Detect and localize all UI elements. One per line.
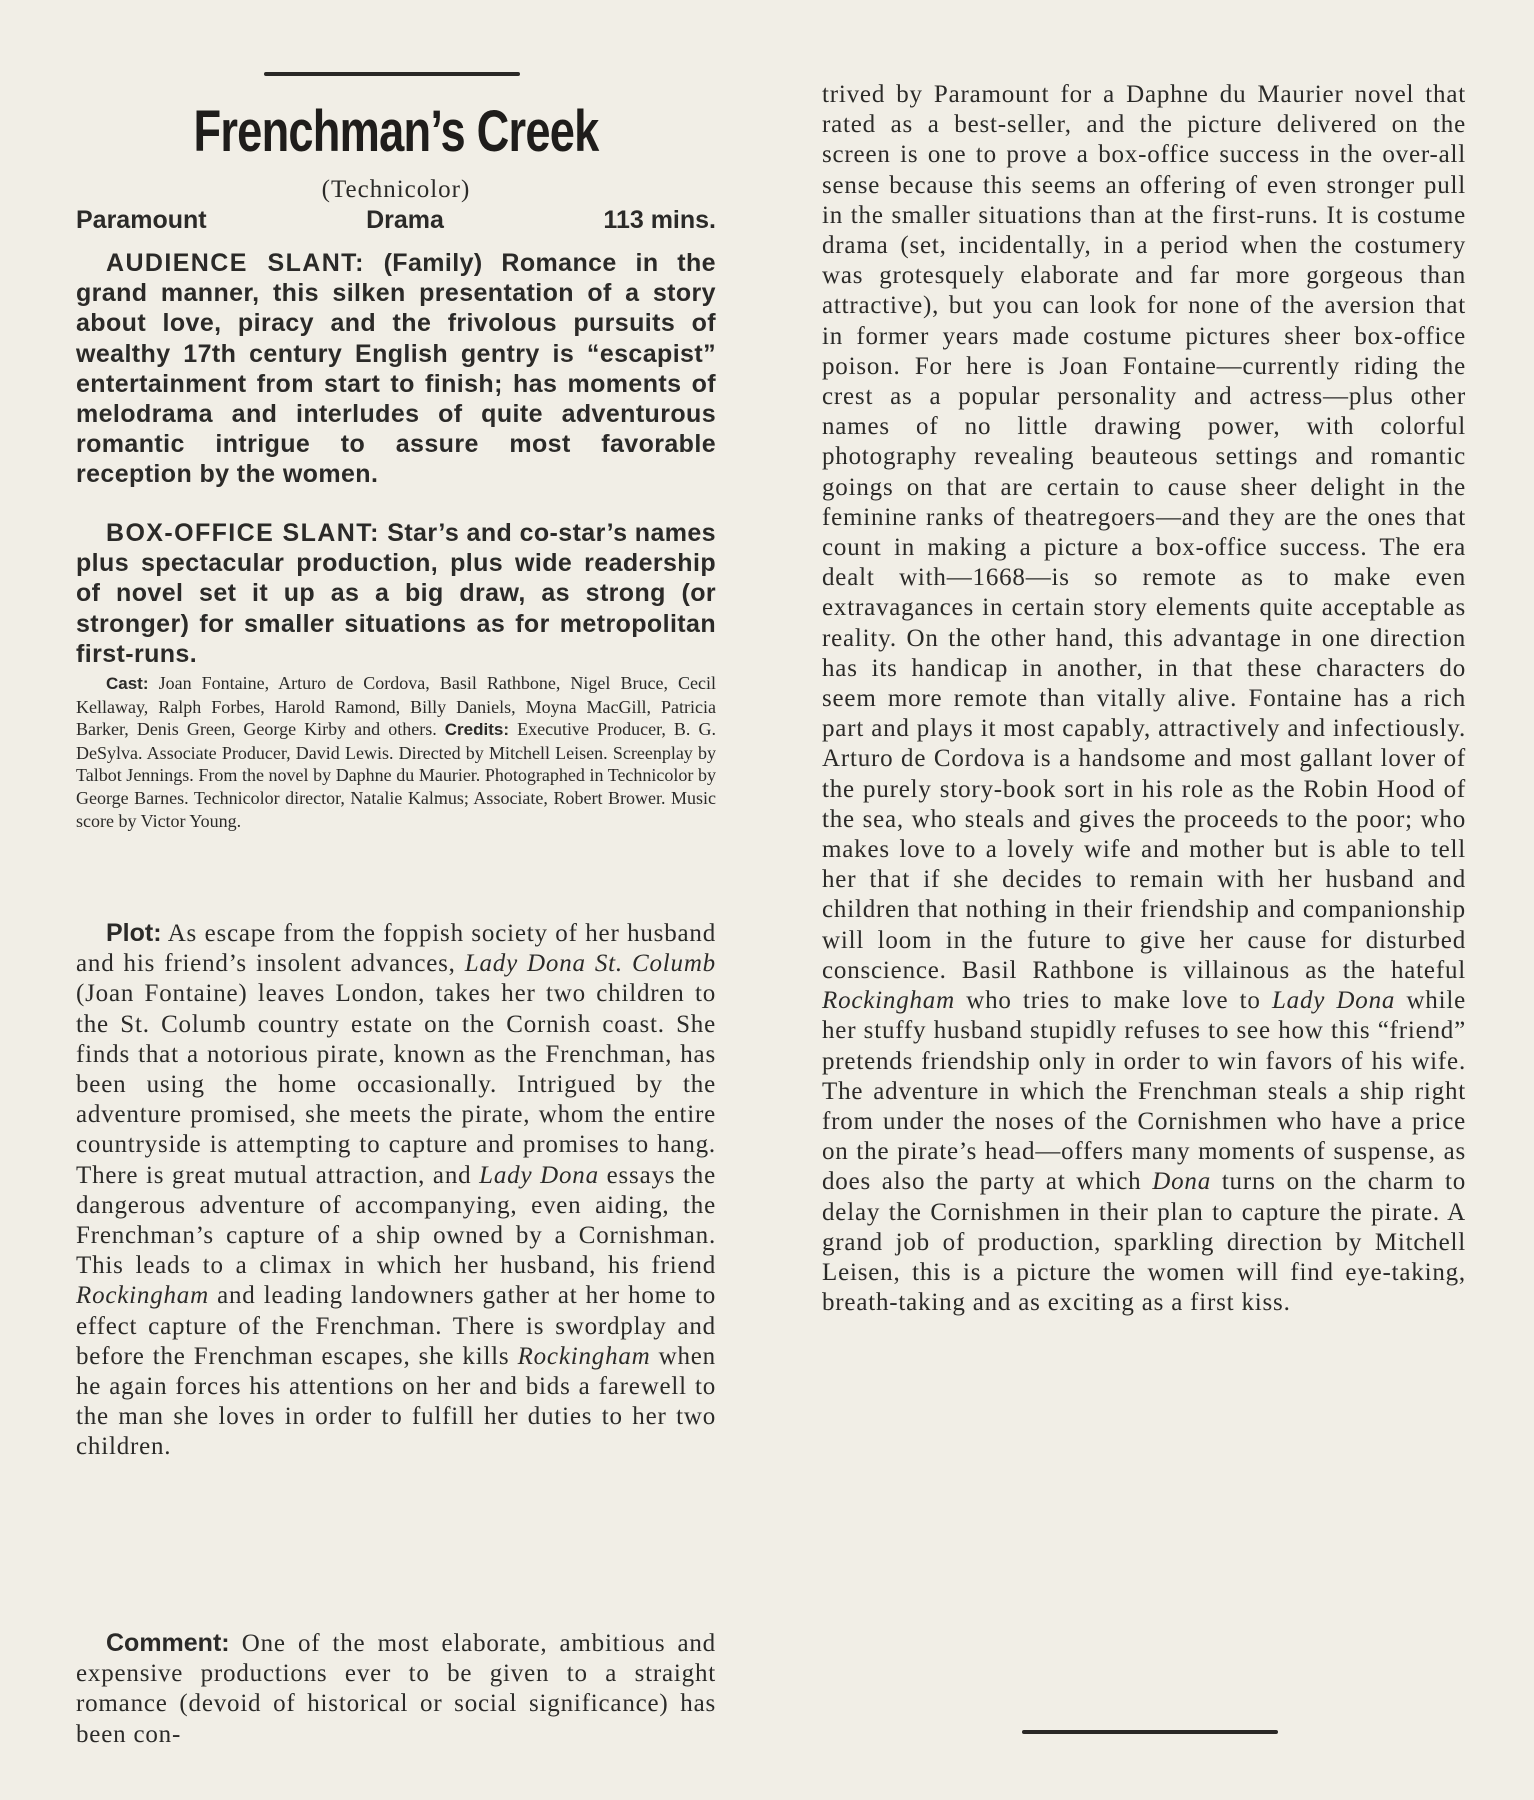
- comment-paragraph-start: [76, 1628, 716, 1750]
- comment-label: Comment:: [106, 1629, 230, 1657]
- plot-label: Plot:: [106, 919, 162, 947]
- review-title: Frenchman’s Creek: [193, 99, 599, 164]
- plot-text-2: (Joan Fontaine) leaves London, takes her two children to the St. Columb country estate on the Cornish coast. She finds that a notorious pirate, known as the Frenchman, has been using the home occasionally. Intrigued by the adventure promised, she meets the pirate, whom the entire countryside is attempting to capture and promises to hang. There is great mutual attraction, and: [76, 980, 716, 1189]
- genre-label: Drama: [366, 206, 444, 234]
- audience-slant-text: (Family) Romance in the grand manner, this silken presentation of a story about love, piracy and the frivolous pursuits of wealthy 17th century English gentry is “escapist” entertainment from start to finish; has moments of melodrama and interludes of quite adventurous romantic intrigue to assure most favorable reception by the women.: [76, 249, 716, 489]
- cast-label: Cast:: [106, 674, 149, 693]
- comment-text-3: who tries to make love to: [966, 987, 1261, 1015]
- plot-italic-name-4: Rockingham: [517, 1342, 651, 1370]
- review-subtitle: (Technicolor): [321, 176, 471, 203]
- comment-italic-name-2: Lady Dona: [1271, 987, 1396, 1015]
- comment-text-2: trived by Paramount for a Daphne du Maurier novel that rated as a best-seller, and the picture delivered on the screen is one to prove a box-office success in the over-all sense because this seems an offering of even stronger pull in the smaller situations than at the first-runs. It is costume drama (set, incidentally, in a period when the costumery was grotesquely elaborate and far more gorgeous than attractive), but you can look for none of the aversion that in former years made costume pictures sheer box-office poison. For here is Joan Fontaine—currently riding the crest as a popular personality and actress—plus other names of no little drawing power, with colorful photography revealing beauteous settings and romantic goings on that are certain to cause sheer delight in the feminine ranks of theatregoers—and they are the ones that count in making a picture a box-office success. The era dealt with—1668—is so remote as to make even extravagances in certain story elements quite acceptable as reality. On the other hand, this advantage in one direction has its handicap in another, in that these characters do seem more remote than vitally alive. Fontaine has a rich part and plays it most capably, attractively and infectiously. Arturo de Cordova is a handsome and most gallant lover of the purely story-book sort in his role as the Robin Hood of the sea, who steals and gives the proceeds to the poor; who makes love to a lovely wife and mother but is able to tell her that if she decides to remain with her husband and children that nothing in their friendship and companionship will loom in the future to give her cause for disturbed conscience. Basil Rathbone is villainous as the hateful: [822, 81, 1466, 984]
- credits-label: Credits:: [444, 720, 510, 740]
- plot-text-1: As escape from the foppish society of her husband and his friend’s insolent advances,: [76, 920, 717, 978]
- comment-text-5: turns on the charm to delay the Cornishmen in their plan to capture the pirate. A grand job of production, sparkling direction by Mitchell Leisen, this is a picture the women will find eye-taking, breath-taking and as exciting as a first kiss.: [822, 1168, 1466, 1317]
- comment-text-1: One of the most elaborate, ambitious and expensive productions ever to be given to a straight romance (devoid of historical or social significance) has been con-: [76, 1630, 716, 1748]
- box-office-slant-text: Star’s and co-star’s names plus spectacular production, plus wide readership of novel set it up as a big draw, as strong (or stronger) for smaller situations as for metropolitan first-runs.: [76, 519, 716, 668]
- plot-paragraph: [76, 918, 716, 1463]
- cast-credits-paragraph: [76, 672, 716, 832]
- plot-italic-name-3: Rockingham: [76, 1282, 209, 1310]
- runtime-label: 113 mins.: [603, 206, 716, 234]
- comment-paragraph-continued: [822, 80, 1466, 1318]
- cast-text: Joan Fontaine, Arturo de Cordova, Basil Rathbone, Nigel Bruce, Cecil Kellaway, Ralph Forbes, Harold Ramond, Billy Daniels, Moyna MacGill, Patricia Barker, Denis Green, George Kirby and others.: [76, 673, 716, 740]
- comment-italic-name-1: Rockingham: [822, 987, 955, 1015]
- audience-slant-label: AUDIENCE SLANT:: [106, 249, 365, 277]
- bottom-decorative-rule: [1022, 1730, 1278, 1734]
- plot-text-3: essays the dangerous adventure of accompanying, even aiding, the Frenchman’s capture of a ship owned by a Cornishman. This leads to a climax in which her husband, his friend: [76, 1161, 716, 1280]
- comment-italic-name-3: Dona: [1152, 1168, 1212, 1196]
- plot-italic-name-2: Lady Dona: [479, 1161, 599, 1189]
- box-office-slant-label: BOX-OFFICE SLANT:: [106, 519, 380, 547]
- audience-slant-paragraph: [76, 248, 716, 490]
- plot-italic-name-1: Lady Dona St. Columb: [464, 950, 716, 978]
- box-office-slant-paragraph: [76, 518, 716, 669]
- comment-text-4: while her stuffy husband stupidly refuses to see how this “friend” pretends friendship only in order to win favors of his wife. The adventure in which the Frenchman steals a ship right from under the noses of the Cornishmen who have a price on the pirate’s head—offers many moments of suspense, as does also the party at which: [822, 987, 1466, 1196]
- credits-text: Executive Producer, B. G. DeSylva. Associate Producer, David Lewis. Directed by Mitchell Leisen. Screenplay by Talbot Jennings. From the novel by Daphne du Maurier. Photographed in Technicolor by George Barnes. Technicolor director, Natalie Kalmus; Associate, Robert Brower. Music score by Victor Young.: [76, 719, 716, 831]
- review-meta-line: [76, 206, 716, 235]
- studio-label: Paramount: [76, 206, 207, 234]
- plot-text-4: and leading landowners gather at her home to effect capture of the Frenchman. There is swordplay and before the Frenchman escapes, she kills: [76, 1282, 716, 1370]
- top-decorative-rule: [264, 72, 520, 76]
- plot-text-5: when he again forces his attentions on her and bids a farewell to the man she loves in order to fulfill her duties to her two children.: [76, 1342, 716, 1461]
